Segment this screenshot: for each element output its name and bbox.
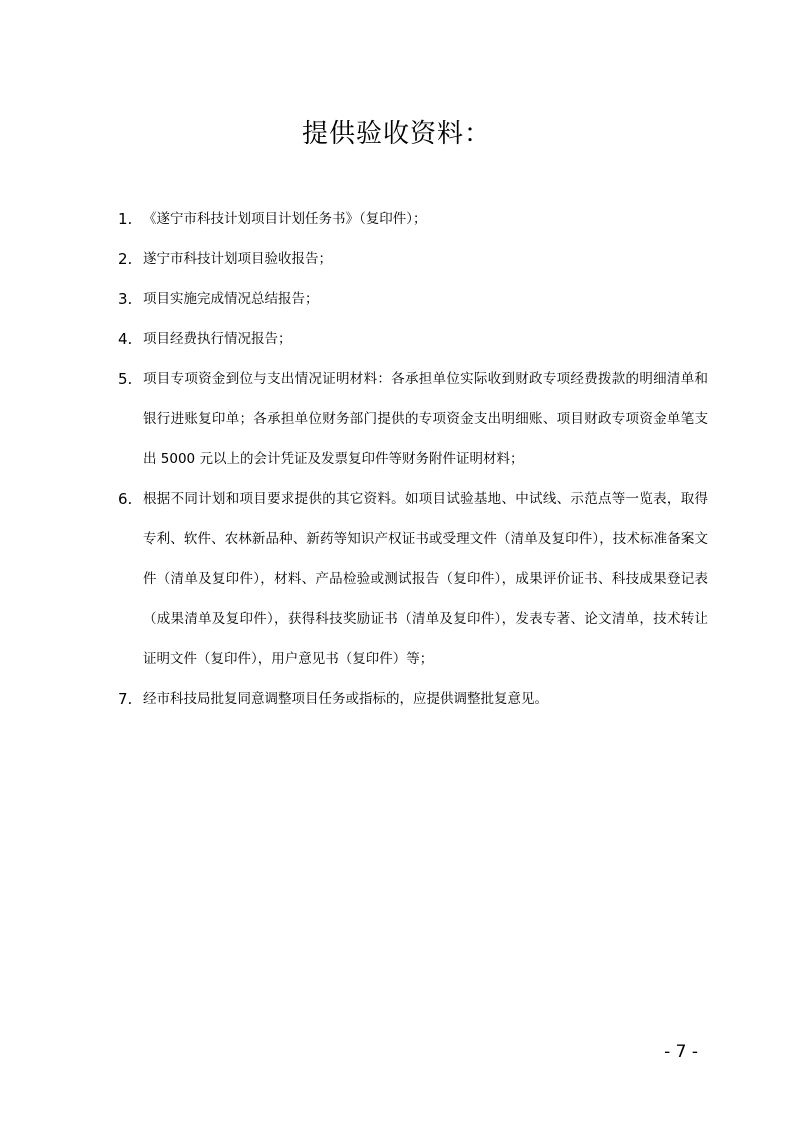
list-item [118, 239, 708, 279]
requirements-list [118, 199, 708, 719]
list-item-text: 项目实施完成情况总结报告； [143, 291, 319, 307]
page-title: 提供验收资料： [301, 119, 491, 149]
list-item-number: 3. [118, 290, 133, 308]
list-item-number: 2. [118, 250, 133, 268]
list-item-text: 《遂宁市科技计划项目计划任务书》（复印件）； [143, 211, 427, 227]
list-item-number: 4. [118, 330, 133, 348]
list-item-text: 项目经费执行情况报告； [143, 331, 292, 347]
list-item-number: 5. [118, 370, 133, 388]
list-item [118, 279, 708, 319]
list-item-text: 经市科技局批复同意调整项目任务或指标的，应提供调整批复意见。 [143, 691, 548, 707]
list-item [118, 319, 708, 359]
list-item-text: 遂宁市科技计划项目验收报告； [143, 251, 332, 267]
list-item [118, 199, 708, 239]
list-item-number: 6. [118, 490, 133, 508]
list-item [118, 479, 708, 679]
page-number: - 7 - [664, 1042, 698, 1062]
list-item [118, 359, 708, 479]
list-item-text: 项目专项资金到位与支出情况证明材料：各承担单位实际收到财政专项经费拨款的明细清单和银行进账复印单；各承担单位财务部门提供的专项资金支出明细账、项目财政专项资金单笔支出 5000 元以上的会计凭证及发票复印件等财务附件证明材料； [143, 371, 708, 467]
list-item-text: 根据不同计划和项目要求提供的其它资料。如项目试验基地、中试线、示范点等一览表，取得专利、软件、农林新品种、新药等知识产权证书或受理文件（清单及复印件），技术标准备案文件（清单及复印件），材料、产品检验或测试报告（复印件），成果评价证书、科技成果登记表（成果清单及复印件），获得科技奖励证书（清单及复印件），发表专著、论文清单，技术转让证明文件（复印件），用户意见书（复印件）等； [143, 491, 708, 667]
list-item-number: 7. [118, 690, 133, 708]
list-item [118, 679, 708, 719]
list-item-number: 1. [118, 210, 133, 228]
